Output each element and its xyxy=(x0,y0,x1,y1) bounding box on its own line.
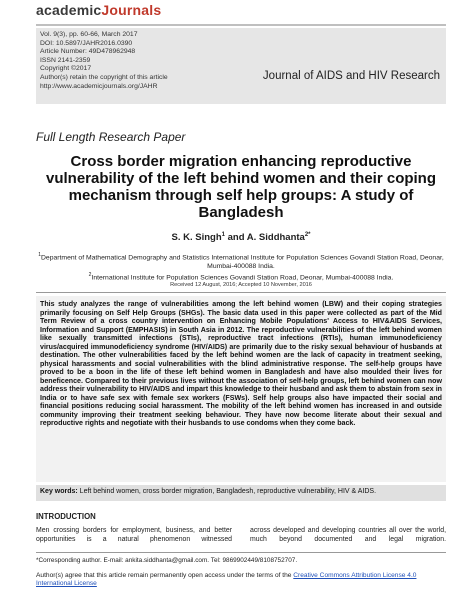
keywords-box xyxy=(36,485,446,501)
journal-title: Journal of AIDS and HIV Research xyxy=(262,70,440,82)
authors xyxy=(36,232,446,243)
publisher-logo xyxy=(36,2,161,24)
abstract-box xyxy=(36,296,446,482)
abstract-text: This study analyzes the range of vulnerabilities among the left behind women (LBW) and their coping strategies primarily focusing on Self Help Groups (SHGs). The basic data used in this paper were collected as part of the Mid Term Review of a cross country intervention on Enhancing Mobile Populations' Access to HIV&AIDS Services, Information and Support (EMPHASIS) in South Asia in 2012. The reproductive vulnerabilities of the left behind women like sexually transmitted infections (STIs), reproductive tract infections (RTIs), human immunodeficiency virus/acquired immunodeficiency syndrome (HIV/AIDS) are primarily due to the risky sexual behaviour of husbands at destination. The other vulnerabilities faced by the left behind women are the lack of capacity in treatment seeking, physical harassments and social vulnerabilities with the blind administrative response. The self-help groups have proved to be a boon in the life of these left behind women in Bangladesh and have also moulded their lives for beneficence. Compared to their previous lives without the association of self-help groups, left behind women can now address their vulnerability to HIV/AIDS and impart this knowledge to their husband and ask them to abstain from sex in India or to have safe sex with female sex workers (FSWs). Self help groups also have impacted their social and financial positions reducing social harassment. The mobility of the left behind women has increased in and outside community improving their treatment seeking behaviour. They have now become literate about their sexual and reproductive rights and negotiate with their husbands to use condoms when they come back. xyxy=(40,300,442,427)
affiliation-1 xyxy=(36,251,446,271)
paper-type: Full Length Research Paper xyxy=(36,130,186,144)
affiliation-1-num: 1 xyxy=(38,252,42,258)
author-1-affil: 1 xyxy=(221,232,225,238)
affiliation-2-text: International Institute for Population Sciences Govandi Station Road, Deonar, Mumbai-400088 India. xyxy=(91,274,394,282)
keywords xyxy=(40,488,376,495)
keywords-text: Left behind women, cross border migration, Bangladesh, reproductive vulnerability, HIV & AIDS. xyxy=(77,488,377,495)
affiliation-2-num: 2 xyxy=(88,272,92,279)
article-title: Cross border migration enhancing reproductive vulnerability of the left behind women and their coping mechanism through self help groups: A study of Bangladesh xyxy=(45,153,437,221)
license-note xyxy=(36,572,446,589)
meta-copyright: Copyright ©2017 xyxy=(40,65,92,73)
keywords-label: Key words: xyxy=(40,488,78,495)
author-1: S. K. Singh xyxy=(171,232,222,244)
publisher-name-part1: academic xyxy=(36,2,102,18)
license-text: Author(s) agree that this article remain permanently open access under the terms of the xyxy=(36,572,294,579)
article-meta xyxy=(40,31,168,91)
meta-rights: Author(s) retain the copyright of this article xyxy=(40,73,168,81)
meta-issn: ISSN 2141-2359 xyxy=(40,56,91,64)
article-meta-box xyxy=(36,28,446,104)
meta-article-number: Article Number: 49D478962948 xyxy=(40,48,136,56)
introduction-heading: INTRODUCTION xyxy=(36,512,96,521)
author-2: and A. Siddhanta xyxy=(224,232,305,244)
affiliations xyxy=(36,251,446,283)
introduction-left-column: Men crossing borders for employment, business, and better opportunities is a natural phenomenon witnessed xyxy=(36,527,232,543)
license-link[interactable]: Creative Commons Attribution License 4.0 International License xyxy=(36,572,417,588)
meta-doi: DOI: 10.5897/JAHR2016.0390 xyxy=(40,39,133,47)
affiliation-2 xyxy=(36,271,446,283)
footer-rule xyxy=(36,552,446,553)
author-2-affil: 2* xyxy=(304,232,311,238)
meta-url[interactable]: http://www.academicjournals.org/JAHR xyxy=(40,82,158,90)
received-dates: Received 12 August, 2016; Accepted 10 November, 2016 xyxy=(170,282,312,288)
introduction-right-column: across developed and developing countries all over the world, much beyond documented and legal migration. xyxy=(250,527,446,543)
abstract-rule xyxy=(36,292,446,293)
corresponding-author: *Corresponding author. E-mail: ankita.siddhanta@gmail.com. Tel: 9869902449/8108752707. xyxy=(36,557,298,564)
meta-volume: Vol. 9(3), pp. 60-66, March 2017 xyxy=(40,31,138,38)
affiliation-1-text: Department of Mathematical Demography and Statistics International Institute for Population Sciences Govandi Station Road, Deonar, Mumbai-400088 India. xyxy=(41,254,444,270)
header-rule xyxy=(36,24,446,26)
publisher-name-part2: Journals xyxy=(101,2,162,18)
publisher-name xyxy=(36,2,161,18)
